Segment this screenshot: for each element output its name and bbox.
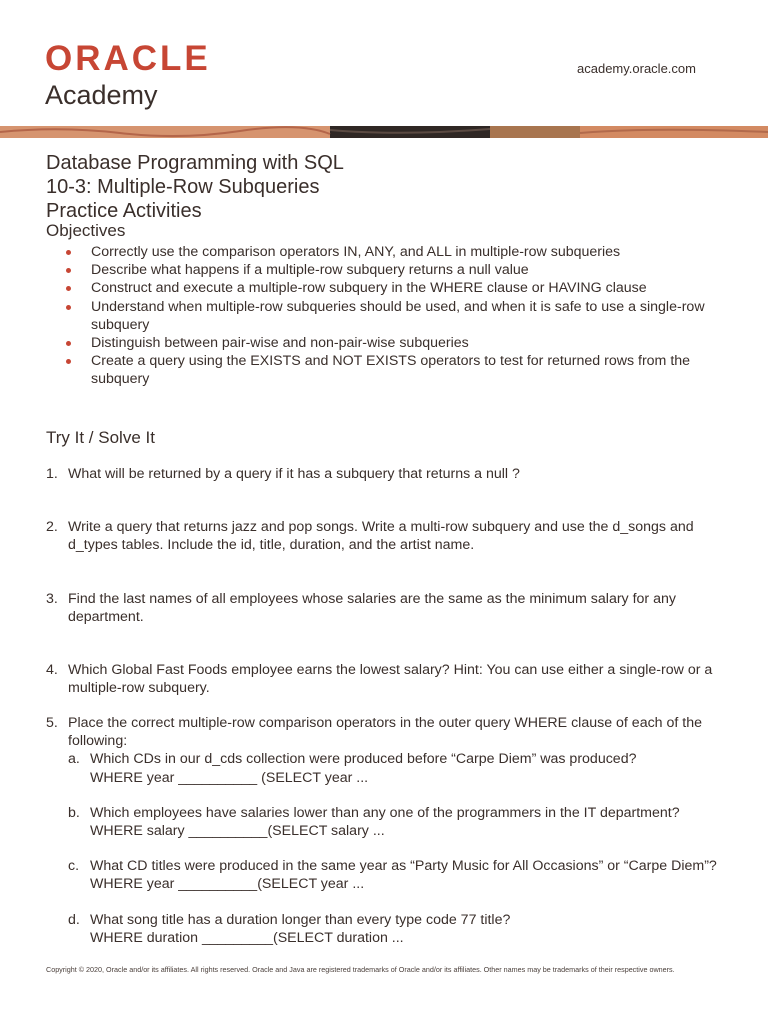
sub-question-letter: a.	[68, 751, 80, 768]
objective-item: Correctly use the comparison operators IN, ANY, and ALL in multiple-row subqueries	[64, 243, 724, 261]
copyright-footer: Copyright © 2020, Oracle and/or its affiliates. All rights reserved. Oracle and Java are registered trademarks of Oracle and/or its affiliates. Other names may be trademarks of their respective owners.	[46, 965, 675, 974]
question-number: 3.	[46, 591, 58, 607]
logo-wordmark: ORACLE	[45, 39, 211, 78]
question-4	[46, 661, 726, 697]
sub-question-clause: WHERE year __________(SELECT year ...	[90, 876, 365, 893]
sub-question-clause: WHERE year __________ (SELECT year ...	[90, 769, 369, 786]
question-number: 5.	[46, 715, 58, 731]
objective-item: Describe what happens if a multiple-row subquery returns a null value	[64, 261, 724, 279]
sub-question-c	[68, 857, 726, 893]
sub-question-clause: WHERE salary __________(SELECT salary ...	[90, 823, 385, 840]
question-text: Place the correct multiple-row comparison operators in the outer query WHERE clause of each of the following:	[68, 715, 703, 750]
try-it-heading: Try It / Solve It	[46, 428, 155, 447]
objective-item: Create a query using the EXISTS and NOT EXISTS operators to test for returned rows from the subquery	[64, 352, 724, 388]
objective-item: Understand when multiple-row subqueries should be used, and when it is safe to use a single-row subquery	[64, 298, 724, 334]
sub-question-letter: c.	[68, 858, 80, 875]
question-3	[46, 590, 726, 626]
sub-question-clause: WHERE duration _________(SELECT duration ...	[90, 929, 404, 946]
sub-question-text: Which employees have salaries lower than any one of the programmers in the IT department?	[90, 804, 680, 821]
question-text: Which Global Fast Foods employee earns the lowest salary? Hint: You can use either a single-row or a multiple-row subquery.	[68, 662, 713, 697]
objective-item: Construct and execute a multiple-row subquery in the WHERE clause or HAVING clause	[64, 279, 724, 297]
sub-question-a	[68, 750, 726, 786]
lesson-title: 10-3: Multiple-Row Subqueries	[46, 176, 320, 198]
question-number: 1.	[46, 466, 58, 482]
question-5	[46, 714, 726, 947]
objective-item: Distinguish between pair-wise and non-pair-wise subqueries	[64, 334, 724, 352]
activity-title: Practice Activities	[46, 200, 202, 222]
decorative-banner	[0, 126, 768, 138]
question-number: 2.	[46, 519, 58, 535]
question-number: 4.	[46, 662, 58, 678]
logo-subtitle: Academy	[45, 80, 158, 110]
sub-question-text: What song title has a duration longer than every type code 77 title?	[90, 911, 511, 928]
question-2	[46, 518, 726, 554]
objectives-heading: Objectives	[46, 221, 126, 240]
site-url: academy.oracle.com	[577, 61, 696, 76]
objectives-list	[64, 243, 724, 389]
sub-question-b	[68, 804, 726, 840]
sub-question-d	[68, 911, 726, 947]
question-text: What will be returned by a query if it has a subquery that returns a null ?	[68, 466, 520, 482]
sub-question-letter: b.	[68, 804, 80, 821]
sub-question-text: What CD titles were produced in the same year as “Party Music for All Occasions” or “Carpe Diem”?	[90, 858, 717, 875]
sub-question-letter: d.	[68, 911, 80, 928]
course-title: Database Programming with SQL	[46, 152, 344, 174]
question-text: Write a query that returns jazz and pop songs. Write a multi-row subquery and use the d_songs and d_types tables. Include the id, title, duration, and the artist name.	[68, 519, 694, 554]
document-title-block	[46, 151, 344, 223]
question-text: Find the last names of all employees whose salaries are the same as the minimum salary for any department.	[68, 591, 676, 626]
oracle-academy-logo	[45, 40, 211, 110]
sub-question-text: Which CDs in our d_cds collection were produced before “Carpe Diem” was produced?	[90, 751, 637, 768]
question-body	[68, 714, 726, 947]
question-1	[46, 465, 726, 483]
